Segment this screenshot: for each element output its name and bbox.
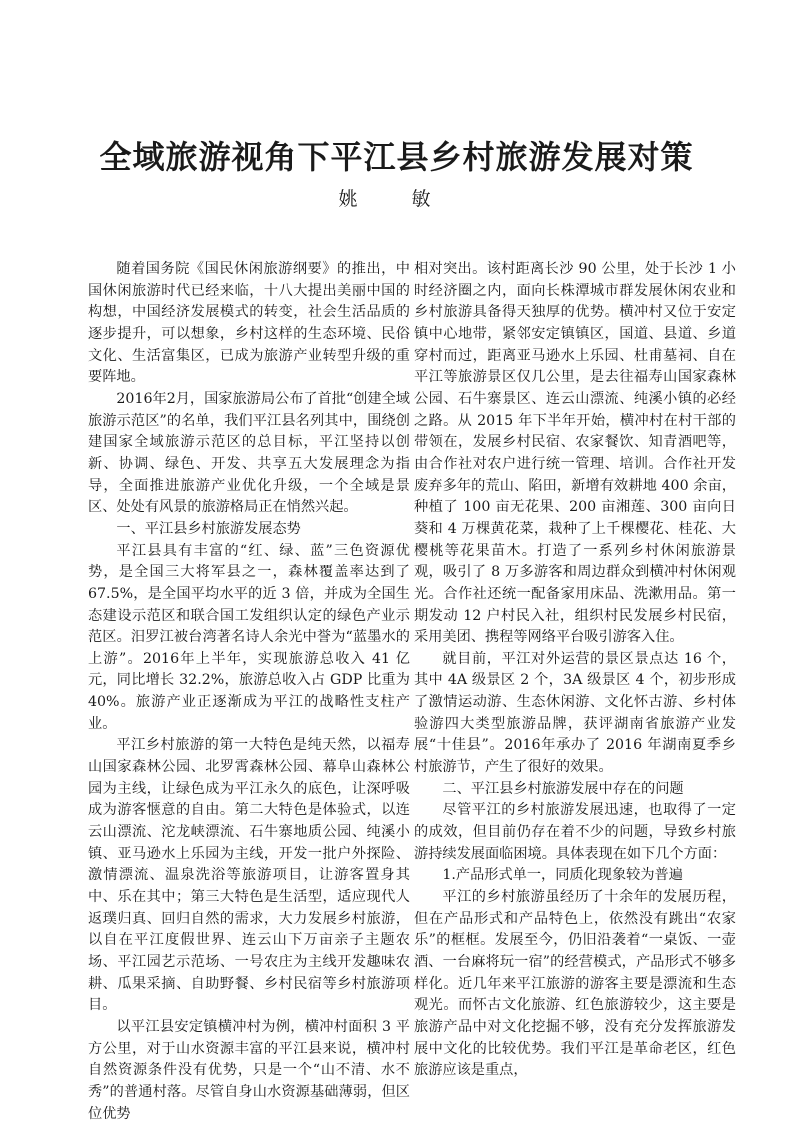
paragraph: 平江乡村旅游的第一大特色是纯天然，以福寿山国家森林公园、北罗霄森林公园、幕阜山森林公园为主线，让绿色成为平江永久的底色，让深呼吸成为游客惬意的自由。第二大特色是体验式，以连云山漂流、沱龙峡漂流、石牛寨地质公园、纯溪小镇、亚马逊水上乐园为主线，开发一批户外探险、激情漂流、温泉洗浴等旅游项目，让游客置身其中、乐在其中；第三大特色是生活型，适应现代人返璞归真、回归自然的需求，大力发展乡村旅游，以自在平江度假世界、连云山下万亩亲子主题农场、平江园艺示范场、一号农庄为主线开发趣味农耕、瓜果采摘、自助野餐、乡村民宿等乡村旅游项目。 [88,737,410,1014]
paragraph: 就目前，平江对外运营的景区景点达 16 个，其中 4A 级景区 2 个，3A 级景区 4 个，初步形成了激情运动游、生态休闲游、文化怀古游、乡村体验游四大类型旅游品牌，获评湖南省旅游产业发展“十佳县”。2016年承办了 2016 年湖南夏季乡村旅游节，产生了很好的效果。 [414,650,736,776]
left-column [88,259,410,1125]
paragraph: 平江县具有丰富的“红、绿、蓝”三色资源优势，是全国三大将军县之一，森林覆盖率达到了 67.5%，是全国平均水平的近 3 倍，并成为全国生态建设示范区和联合国工发组织认定的绿色产业示范区。汨罗江被台湾著名诗人余光中誉为“蓝墨水的上游”。2016年上半年，实现旅游总收入 41 亿元，同比增长 32.2%，旅游总收入占 GDP 比重为 40%。旅游产业正逐渐成为平江的战略性支柱产业。 [88,542,410,732]
right-column [414,259,736,1082]
paragraph: 随着国务院《国民休闲旅游纲要》的推出，中国休闲旅游时代已经来临，十八大提出美丽中国的构想，中国经济发展模式的转变，社会生活品质的逐步提升，可以想象，乡村这样的生态环境、民俗文化、生活富集区，已成为旅游产业转型升级的重要阵地。 [88,261,410,386]
paragraph: 以平江县安定镇横冲村为例，横冲村面积 3 平方公里，对于山水资源丰富的平江县来说，横冲村自然资源条件没有优势，只是一个“山不清、水不秀”的普通村落。尽管自身山水资源基础薄弱，但区位优势 [88,1018,410,1122]
paragraph: 2016年2月，国家旅游局公布了首批“创建全域旅游示范区”的名单，我们平江县名列其中，围绕创建国家全域旅游示范区的总目标，平江坚持以创新、协调、绿色、开发、共享五大发展理念为指导，全面推进旅游产业优化升级，一个全域是景区、处处有风景的旅游格局正在悄然兴起。 [88,390,410,516]
paragraph: 平江的乡村旅游虽经历了十余年的发展历程，但在产品形式和产品特色上，依然没有跳出“农家乐”的框框。发展至今，仍旧沿袭着“一桌饭、一壶酒、一台麻将玩一宿”的经营模式，产品形式不够多样化。近几年来平江旅游的游客主要是漂流和生态观光。而怀古文化旅游、红色旅游较少，这主要是旅游产品中对文化挖掘不够，没有充分发挥旅游发展中文化的比较优势。我们平江是革命老区，红色旅游应该是重点， [414,889,736,1079]
section-heading: 一、平江县乡村旅游发展态势 [116,520,301,537]
section-heading: 二、平江县乡村旅游发展中存在的问题 [442,780,684,797]
paragraph: 相对突出。该村距离长沙 90 公里，处于长沙 1 小时经济圈之内，面向长株潭城市群发展休闲农业和乡村旅游具备得天独厚的优势。横冲村又位于安定镇中心地带，紧邻安定镇镇区，国道、县道、乡道穿村而过，距离亚马逊水上乐园、杜甫墓祠、自在平江等旅游景区仅几公里，是去往福寿山国家森林公园、石牛寨景区、连云山漂流、纯溪小镇的必经之路。从 2015 年下半年开始，横冲村在村干部的带领在，发展乡村民宿、农家餐饮、知青酒吧等，由合作社对农户进行统一管理、培训。合作社开发废弃多年的荒山、陷田，新增有效耕地 400 余亩，种植了 100 亩无花果、200 亩湘莲、300 亩向日葵和 4 万棵黄花菜，栽种了上千棵樱花、桂花、大樱桃等花果苗木。打造了一系列乡村休闲旅游景观，吸引了 8 万多游客和周边群众到横冲村休闲观光。合作社还统一配备家用床品、洗漱用品。第一期发动 12 户村民入社，组织村民发展乡村民宿，采用美团、携程等网络平台吸引游客入住。 [414,261,736,646]
article-title: 全域旅游视角下平江县乡村旅游发展对策 [99,138,694,176]
subsection-heading: 1.产品形式单一，同质化现象较为普遍 [442,867,683,884]
article-author: 姚 敏 [338,188,455,210]
paragraph: 尽管平江的乡村旅游发展迅速，也取得了一定的成效，但目前仍存在着不少的问题，导致乡村旅游持续发展面临困境。具体表现在如下几个方面： [414,802,736,862]
